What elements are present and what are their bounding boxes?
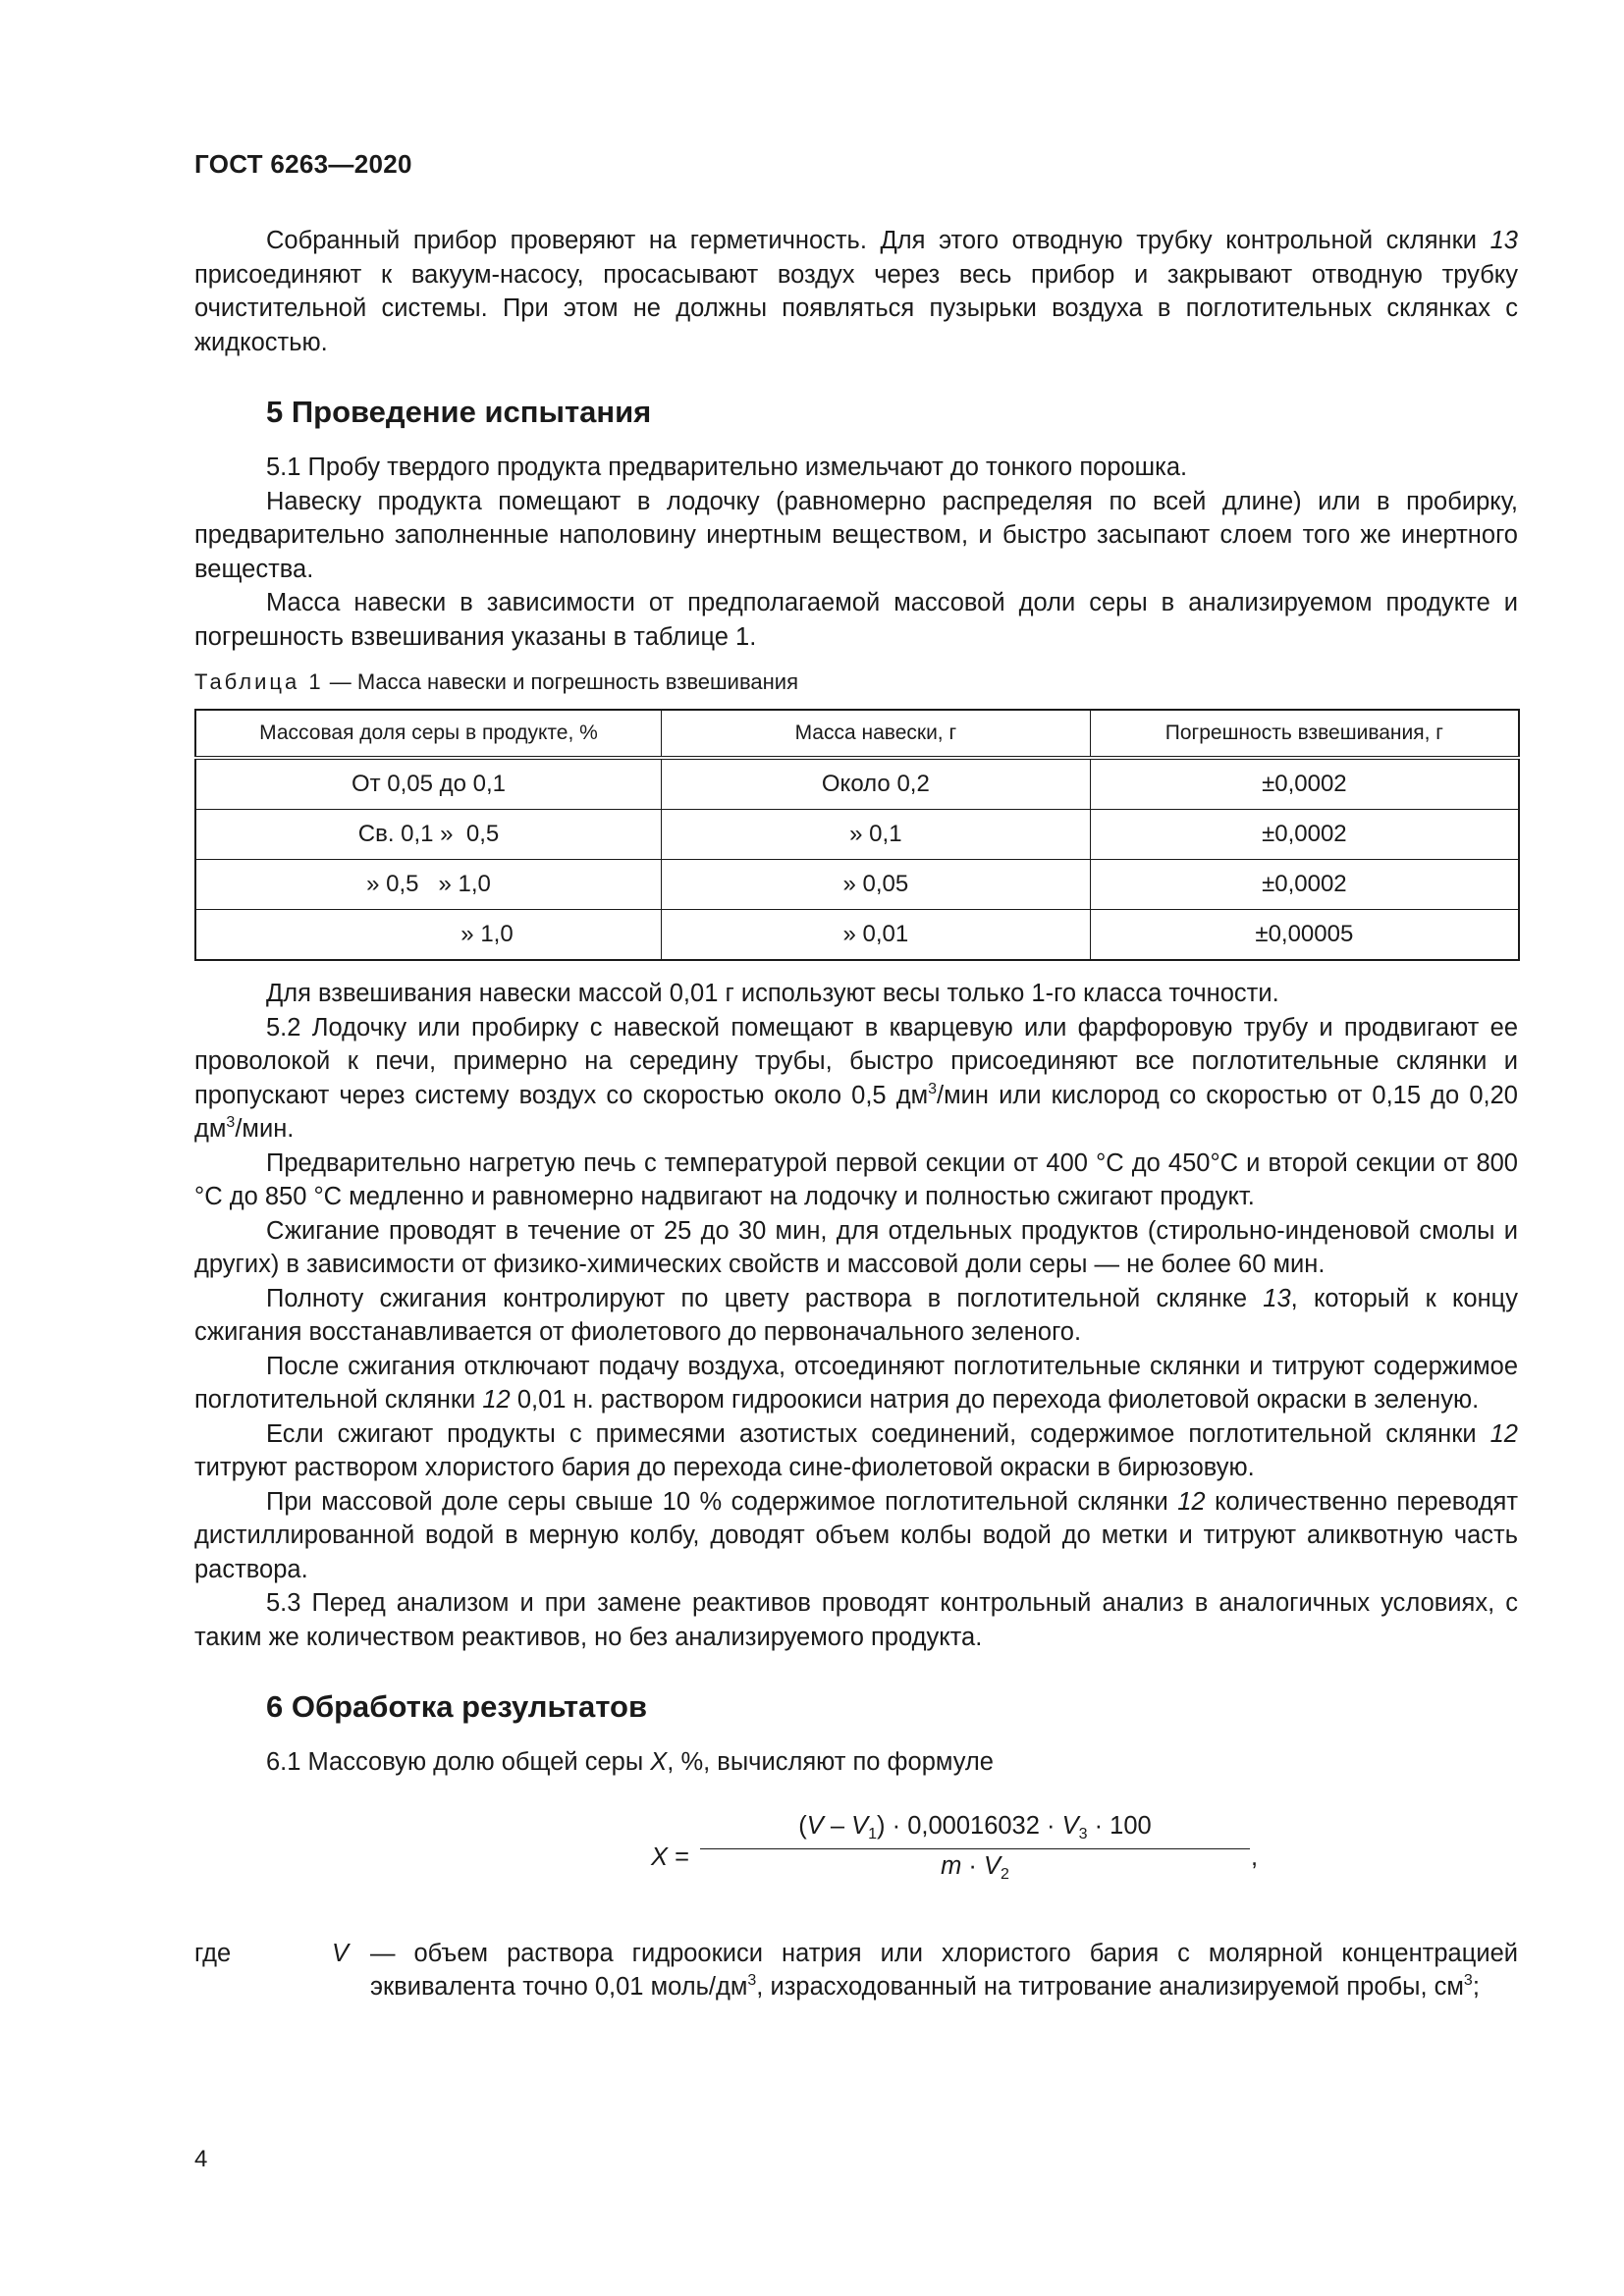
table-row [195,758,1519,810]
table-caption: Таблица 1 — Масса навески и погрешность взвешивания [194,669,798,694]
column-header: Масса навески, г [661,710,1090,758]
table-header-row [195,710,1519,758]
table-cell: От 0,05 до 0,1 [195,758,661,810]
paragraph-5-1: 5.1 Пробу твердого продукта предварительно измельчают до тонкого порошка. [266,454,1188,481]
table-cell: » 0,01 [661,910,1090,961]
table-cell: » 0,5 » 1,0 [195,860,661,910]
paragraph-mass: Масса навески в зависимости от предполагаемой массовой доли серы в анализируемом продукте и погрешность взвешивания указаны в таблице 1. [194,589,1518,651]
formula-fraction [700,1809,1250,1885]
section-5-heading: 5 Проведение испытания [266,395,652,429]
table-cell: Св. 0,1 » 0,5 [195,810,661,860]
table-row [195,860,1519,910]
where-description: — объем раствора гидроокиси натрия или хлористого бария с молярной концентрацией эквивалента точно 0,01 моль/$дм^3$, израсходованный на титрование анализируемой пробы, $см^3$; [370,1939,1518,2001]
table-cell: » 1,0 [195,910,661,961]
document-header: ГОСТ 6263—2020 [194,149,412,179]
page-number: 4 [194,2146,208,2172]
column-header: Массовая доля серы в продукте, % [195,710,661,758]
formula [194,1809,1518,1917]
table-cell: ±0,00005 [1090,910,1519,961]
table-cell: ±0,0002 [1090,810,1519,860]
section-6-heading: 6 Обработка результатов [266,1689,648,1724]
paragraph-completeness: Полноту сжигания контролируют по цвету раствора в поглотительной склянке 13, который к концу сжигания восстанавливается от фиолетового до первоначального зеленого. [194,1284,1519,1346]
paragraph-nitrogen: Если сжигают продукты с примесями азотистых соединений, содержимое поглотительной склянки 12 титруют раствором хлористого бария до перехода сине-фиолетовой окраски в бирюзовую. [194,1419,1518,1481]
document-body [194,224,1518,2045]
formula-lhs: X = [651,1842,689,1871]
table-cell: » 0,05 [661,860,1090,910]
where-clause [194,1937,1518,2045]
paragraph-5-2: 5.2 Лодочку или пробирку с навеской помещают в кварцевую или фарфоровую трубу и продвигают ее проволокой к печи, примерно на середину трубы, быстро присоединяют все поглотительные склянки и пропускают через систему воздух со скоростью около 0,5 $дм^3$/мин или кислород со скоростью от 0,15 до 0,20 $дм^3$/мин. [194,1013,1518,1143]
paragraph-weighing: Для взвешивания навески массой 0,01 г используют весы только 1-го класса точности. [266,980,1279,1007]
table-row [195,810,1519,860]
paragraph-furnace: Предварительно нагретую печь с температурой первой секции от 400 °С до 450°С и второй секции от 800 °С до 850 °С медленно и равномерно надвигают на лодочку и полностью сжигают продукт. [194,1148,1518,1210]
table-1 [194,709,1520,961]
formula-numerator: $(V - V_1) \cdot 0,00016032 \cdot V_3 \cdot 100$ [798,1811,1152,1842]
paragraph-6-1: 6.1 Массовую долю общей серы X, %, вычисляют по формуле [266,1748,994,1776]
column-header: Погрешность взвешивания, г [1090,710,1519,758]
paragraph-sample: Навеску продукта помещают в лодочку (равномерно распределяя по всей длине) или в пробирку, предварительно заполненные наполовину инертным веществом, и быстро засыпают слоем того же инертного вещества. [194,487,1518,583]
table-cell: Около 0,2 [661,758,1090,810]
where-label: где [194,1939,232,1967]
formula-trail: , [1251,1842,1259,1871]
intro-paragraph: Собранный прибор проверяют на герметичность. Для этого отводную трубку контрольной склянки 13 присоединяют к вакуум-насосу, просасывают воздух через весь прибор и закрывают отводную трубку очистительной системы. При этом не должны появляться пузырьки воздуха в поглотительных склянках с жидкостью. [194,227,1518,356]
paragraph-combustion: Сжигание проводят в течение от 25 до 30 мин, для отдельных продуктов (стирольно-инденовой смолы и других) в зависимости от физико-химических свойств и массовой доли серы — не более 60 мин. [194,1216,1518,1278]
table-cell: ±0,0002 [1090,860,1519,910]
paragraph-5-3: 5.3 Перед анализом и при замене реактивов проводят контрольный анализ в аналогичных условиях, с таким же количеством реактивов, но без анализируемого продукта. [194,1589,1518,1651]
paragraph-titration: После сжигания отключают подачу воздуха, отсоединяют поглотительные склянки и титруют содержимое поглотительной склянки 12 0,01 н. раствором гидроокиси натрия до перехода фиолетовой окраски в зеленую. [194,1352,1518,1414]
table-cell: » 0,1 [661,810,1090,860]
formula-denominator: $m \cdot V_2$ [941,1851,1009,1883]
table-row [195,910,1519,961]
paragraph-high-sulfur: При массовой доле серы свыше 10 % содержимое поглотительной склянки 12 количественно переводят дистиллированной водой в мерную колбу, доводят объем колбы водой до метки и титруют аликвотную часть раствора. [194,1487,1519,1583]
table-cell: ±0,0002 [1090,758,1519,810]
where-symbol: V [332,1939,350,1967]
